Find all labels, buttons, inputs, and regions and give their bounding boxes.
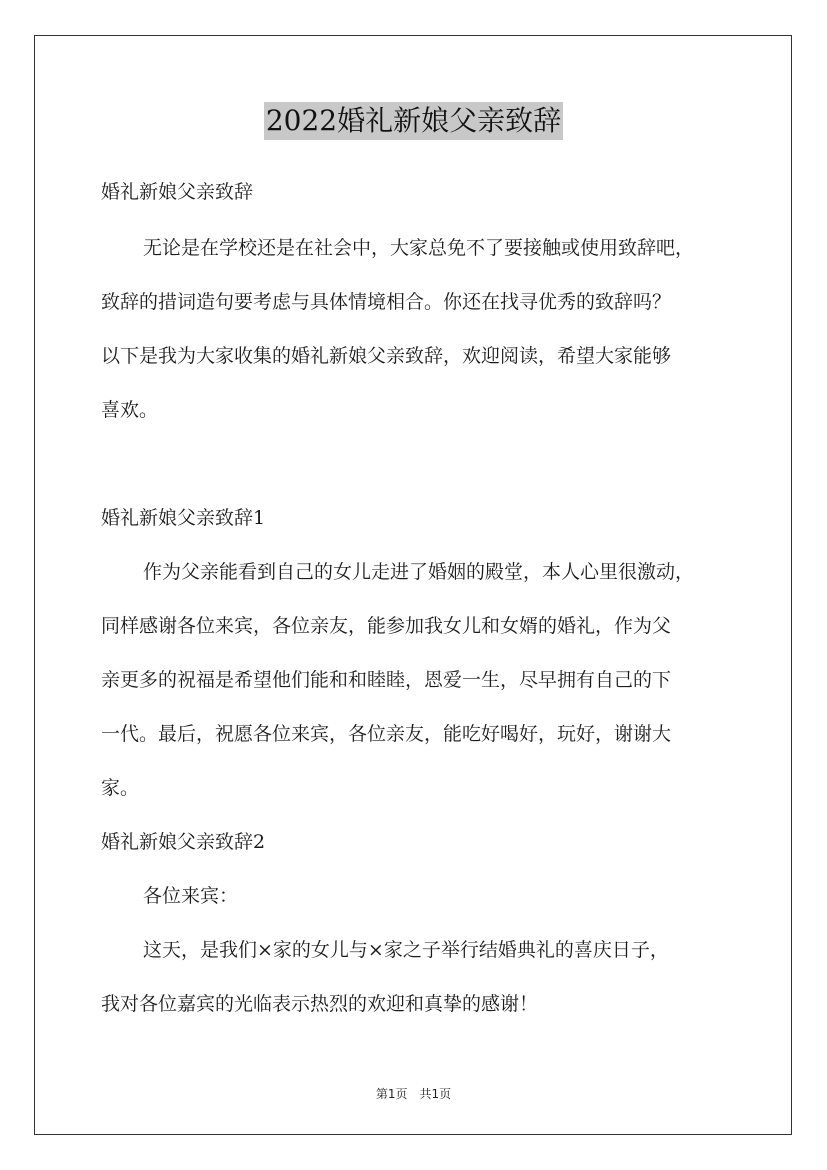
intro-line: 喜欢。 — [101, 399, 159, 421]
section1-heading: 婚礼新娘父亲致辞1 — [101, 507, 266, 529]
section1-line: 作为父亲能看到自己的女儿走进了婚姻的殿堂，本人心里很激动， — [143, 561, 695, 583]
section1-line: 家。 — [101, 777, 140, 799]
title-container — [0, 102, 827, 140]
document-subtitle: 婚礼新娘父亲致辞 — [101, 181, 254, 203]
section1-line: 一代。最后，祝愿各位来宾，各位亲友，能吃好喝好，玩好，谢谢大 — [101, 723, 672, 745]
document-title: 2022婚礼新娘父亲致辞 — [264, 102, 563, 140]
intro-line: 致辞的措词造句要考虑与具体情境相合。你还在找寻优秀的致辞吗？ — [101, 291, 672, 313]
section1-line: 亲更多的祝福是希望他们能和和睦睦，恩爱一生，尽早拥有自己的下 — [101, 669, 672, 691]
intro-line: 无论是在学校还是在社会中，大家总免不了要接触或使用致辞吧， — [143, 237, 695, 259]
section2-line: 我对各位嘉宾的光临表示热烈的欢迎和真挚的感谢！ — [101, 993, 539, 1015]
section1-line: 同样感谢各位来宾，各位亲友，能参加我女儿和女婿的婚礼，作为父 — [101, 615, 672, 637]
page-number: 第1页 共1页 — [375, 1087, 452, 1101]
section2-greeting: 各位来宾： — [143, 885, 239, 907]
intro-line: 以下是我为大家收集的婚礼新娘父亲致辞，欢迎阅读，希望大家能够 — [101, 345, 672, 367]
section2-heading: 婚礼新娘父亲致辞2 — [101, 831, 266, 853]
section2-line: 这天，是我们×家的女儿与×家之子举行结婚典礼的喜庆日子， — [143, 939, 669, 961]
